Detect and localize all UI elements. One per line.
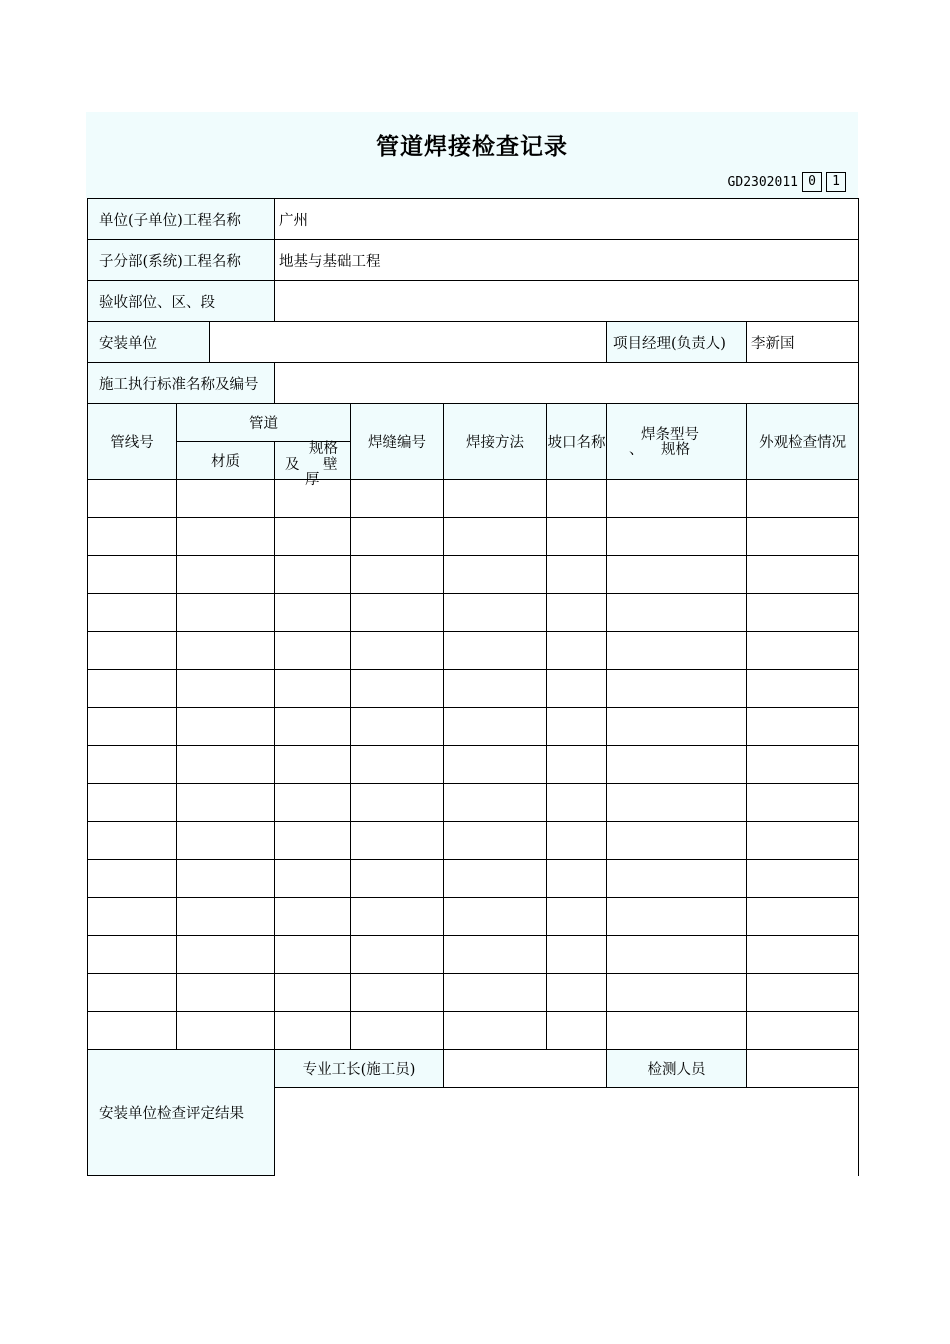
cell-seam-no[interactable]	[351, 594, 444, 632]
cell-material[interactable]	[177, 1012, 275, 1050]
cell-groove[interactable]	[547, 480, 607, 518]
form-table	[87, 198, 859, 1176]
cell-seam-no[interactable]	[351, 974, 444, 1012]
inspector-label: 检测人员	[607, 1050, 747, 1088]
cell-visual[interactable]	[747, 784, 859, 822]
cell-method[interactable]	[444, 632, 547, 670]
cell-spec[interactable]	[275, 1012, 351, 1050]
info-row-project	[88, 199, 859, 240]
col-spec-4: 厚	[305, 472, 320, 488]
cell-groove[interactable]	[547, 860, 607, 898]
cell-method[interactable]	[444, 518, 547, 556]
cell-line-no[interactable]	[88, 632, 177, 670]
cell-visual[interactable]	[747, 860, 859, 898]
cell-seam-no[interactable]	[351, 632, 444, 670]
cell-seam-no[interactable]	[351, 708, 444, 746]
data-rows	[88, 480, 859, 1050]
cell-rod[interactable]	[607, 746, 747, 784]
table-row	[88, 1012, 859, 1050]
cell-groove[interactable]	[547, 936, 607, 974]
table-row	[88, 822, 859, 860]
info-row-standard	[88, 363, 859, 404]
cell-rod[interactable]	[607, 936, 747, 974]
cell-material[interactable]	[177, 860, 275, 898]
cell-rod[interactable]	[607, 594, 747, 632]
cell-visual[interactable]	[747, 480, 859, 518]
standard-label: 施工执行标准名称及编号	[88, 363, 275, 404]
cell-groove[interactable]	[547, 898, 607, 936]
cell-rod[interactable]	[607, 898, 747, 936]
cell-material[interactable]	[177, 556, 275, 594]
cell-spec[interactable]	[275, 936, 351, 974]
cell-line-no[interactable]	[88, 670, 177, 708]
cell-material[interactable]	[177, 480, 275, 518]
table-row	[88, 974, 859, 1012]
inspection-form	[86, 112, 858, 1176]
cell-method[interactable]	[444, 1012, 547, 1050]
form-code-group	[728, 172, 846, 192]
subdivision-field[interactable]: 地基与基础工程	[275, 240, 859, 281]
cell-spec[interactable]	[275, 784, 351, 822]
form-code-box-2: 1	[826, 172, 846, 192]
cell-method[interactable]	[444, 708, 547, 746]
cell-line-no[interactable]	[88, 746, 177, 784]
install-unit-field[interactable]	[210, 322, 607, 363]
col-spec-3: 壁	[323, 457, 338, 473]
form-title: 管道焊接检查记录	[376, 134, 568, 160]
table-row	[88, 746, 859, 784]
header-row-1	[88, 404, 859, 442]
cell-method[interactable]	[444, 594, 547, 632]
manager-field[interactable]: 李新国	[747, 322, 859, 363]
table-row	[88, 480, 859, 518]
cell-material[interactable]	[177, 632, 275, 670]
cell-line-no[interactable]	[88, 784, 177, 822]
col-spec-2: 及	[285, 457, 300, 473]
cell-groove[interactable]	[547, 708, 607, 746]
cell-method[interactable]	[444, 974, 547, 1012]
cell-visual[interactable]	[747, 974, 859, 1012]
table-row	[88, 670, 859, 708]
table-row	[88, 518, 859, 556]
cell-groove[interactable]	[547, 518, 607, 556]
col-spec	[275, 441, 351, 488]
cell-visual[interactable]	[747, 670, 859, 708]
table-row	[88, 898, 859, 936]
cell-line-no[interactable]	[88, 480, 177, 518]
col-line-no: 管线号	[88, 404, 177, 480]
cell-spec[interactable]	[275, 974, 351, 1012]
cell-seam-no[interactable]	[351, 518, 444, 556]
col-seam-no: 焊缝编号	[351, 404, 444, 480]
cell-rod[interactable]	[607, 518, 747, 556]
cell-visual[interactable]	[747, 936, 859, 974]
cell-seam-no[interactable]	[351, 556, 444, 594]
cell-line-no[interactable]	[88, 556, 177, 594]
cell-rod[interactable]	[607, 974, 747, 1012]
cell-material[interactable]	[177, 974, 275, 1012]
col-rod-line-2a: 、	[629, 441, 644, 458]
cell-rod[interactable]	[607, 480, 747, 518]
cell-spec[interactable]	[275, 708, 351, 746]
cell-visual[interactable]	[747, 898, 859, 936]
cell-method[interactable]	[444, 480, 547, 518]
col-visual: 外观检查情况	[747, 404, 859, 480]
cell-seam-no[interactable]	[351, 1012, 444, 1050]
col-rod-line-2b: 规格	[661, 441, 691, 458]
cell-seam-no[interactable]	[351, 784, 444, 822]
cell-visual[interactable]	[747, 708, 859, 746]
cell-groove[interactable]	[547, 822, 607, 860]
cell-material[interactable]	[177, 822, 275, 860]
cell-material[interactable]	[177, 746, 275, 784]
foreman-field[interactable]	[444, 1050, 607, 1088]
col-spec-1: 规格	[309, 441, 339, 457]
cell-groove[interactable]	[547, 1012, 607, 1050]
table-row	[88, 860, 859, 898]
table-row	[88, 632, 859, 670]
info-row-subdivision	[88, 240, 859, 281]
manager-label: 项目经理(负责人)	[607, 322, 747, 363]
col-pipe: 管道	[177, 404, 351, 442]
cell-groove[interactable]	[547, 594, 607, 632]
cell-seam-no[interactable]	[351, 860, 444, 898]
cell-method[interactable]	[444, 822, 547, 860]
col-rod-line-1: 焊条型号	[641, 426, 700, 443]
table-row	[88, 784, 859, 822]
col-rod	[607, 404, 747, 480]
inspector-field[interactable]	[747, 1050, 859, 1088]
cell-seam-no[interactable]	[351, 746, 444, 784]
subdivision-label: 子分部(系统)工程名称	[88, 240, 275, 281]
col-material: 材质	[177, 442, 275, 480]
cell-material[interactable]	[177, 518, 275, 556]
cell-rod[interactable]	[607, 670, 747, 708]
cell-seam-no[interactable]	[351, 898, 444, 936]
cell-visual[interactable]	[747, 632, 859, 670]
cell-material[interactable]	[177, 898, 275, 936]
cell-spec[interactable]	[275, 518, 351, 556]
cell-material[interactable]	[177, 670, 275, 708]
col-groove: 坡口名称	[547, 404, 607, 480]
cell-method[interactable]	[444, 860, 547, 898]
result-field[interactable]	[275, 1088, 859, 1176]
cell-spec[interactable]	[275, 860, 351, 898]
table-row	[88, 594, 859, 632]
cell-rod[interactable]	[607, 860, 747, 898]
form-code-box-1: 0	[802, 172, 822, 192]
cell-rod[interactable]	[607, 784, 747, 822]
table-row	[88, 556, 859, 594]
cell-visual[interactable]	[747, 1012, 859, 1050]
cell-line-no[interactable]	[88, 860, 177, 898]
cell-material[interactable]	[177, 594, 275, 632]
cell-rod[interactable]	[607, 556, 747, 594]
form-code: GD2302011	[727, 174, 798, 190]
cell-visual[interactable]	[747, 822, 859, 860]
cell-seam-no[interactable]	[351, 822, 444, 860]
foreman-label: 专业工长(施工员)	[275, 1050, 444, 1088]
cell-visual[interactable]	[747, 594, 859, 632]
project-name-field[interactable]: 广州	[275, 199, 859, 240]
cell-material[interactable]	[177, 708, 275, 746]
table-row	[88, 936, 859, 974]
cell-method[interactable]	[444, 936, 547, 974]
cell-spec[interactable]	[275, 594, 351, 632]
info-row-install	[88, 322, 859, 363]
cell-material[interactable]	[177, 936, 275, 974]
cell-line-no[interactable]	[88, 936, 177, 974]
cell-groove[interactable]	[547, 784, 607, 822]
cell-spec[interactable]	[275, 670, 351, 708]
cell-line-no[interactable]	[88, 708, 177, 746]
cell-spec[interactable]	[275, 556, 351, 594]
cell-spec[interactable]	[275, 898, 351, 936]
cell-rod[interactable]	[607, 1012, 747, 1050]
cell-visual[interactable]	[747, 556, 859, 594]
result-label: 安装单位检查评定结果	[88, 1050, 275, 1176]
cell-material[interactable]	[177, 784, 275, 822]
footer-row-1	[88, 1050, 859, 1088]
cell-spec[interactable]	[275, 632, 351, 670]
project-name-label: 单位(子单位)工程名称	[88, 199, 275, 240]
cell-visual[interactable]	[747, 518, 859, 556]
cell-seam-no[interactable]	[351, 480, 444, 518]
cell-spec[interactable]	[275, 746, 351, 784]
cell-line-no[interactable]	[88, 822, 177, 860]
cell-groove[interactable]	[547, 670, 607, 708]
cell-rod[interactable]	[607, 632, 747, 670]
cell-line-no[interactable]	[88, 974, 177, 1012]
info-row-acceptance	[88, 281, 859, 322]
cell-method[interactable]	[444, 898, 547, 936]
acceptance-part-label: 验收部位、区、段	[88, 281, 275, 322]
cell-method[interactable]	[444, 556, 547, 594]
col-method: 焊接方法	[444, 404, 547, 480]
cell-groove[interactable]	[547, 632, 607, 670]
table-row	[88, 708, 859, 746]
cell-method[interactable]	[444, 784, 547, 822]
cell-groove[interactable]	[547, 556, 607, 594]
cell-groove[interactable]	[547, 746, 607, 784]
cell-line-no[interactable]	[88, 594, 177, 632]
cell-visual[interactable]	[747, 746, 859, 784]
cell-seam-no[interactable]	[351, 936, 444, 974]
cell-groove[interactable]	[547, 974, 607, 1012]
install-unit-label: 安装单位	[88, 322, 210, 363]
cell-rod[interactable]	[607, 708, 747, 746]
acceptance-part-field[interactable]	[275, 281, 859, 322]
title-band	[86, 112, 858, 198]
cell-line-no[interactable]	[88, 518, 177, 556]
cell-method[interactable]	[444, 746, 547, 784]
standard-field[interactable]	[275, 363, 859, 404]
cell-line-no[interactable]	[88, 1012, 177, 1050]
cell-method[interactable]	[444, 670, 547, 708]
cell-spec[interactable]	[275, 822, 351, 860]
cell-seam-no[interactable]	[351, 670, 444, 708]
cell-line-no[interactable]	[88, 898, 177, 936]
cell-rod[interactable]	[607, 822, 747, 860]
